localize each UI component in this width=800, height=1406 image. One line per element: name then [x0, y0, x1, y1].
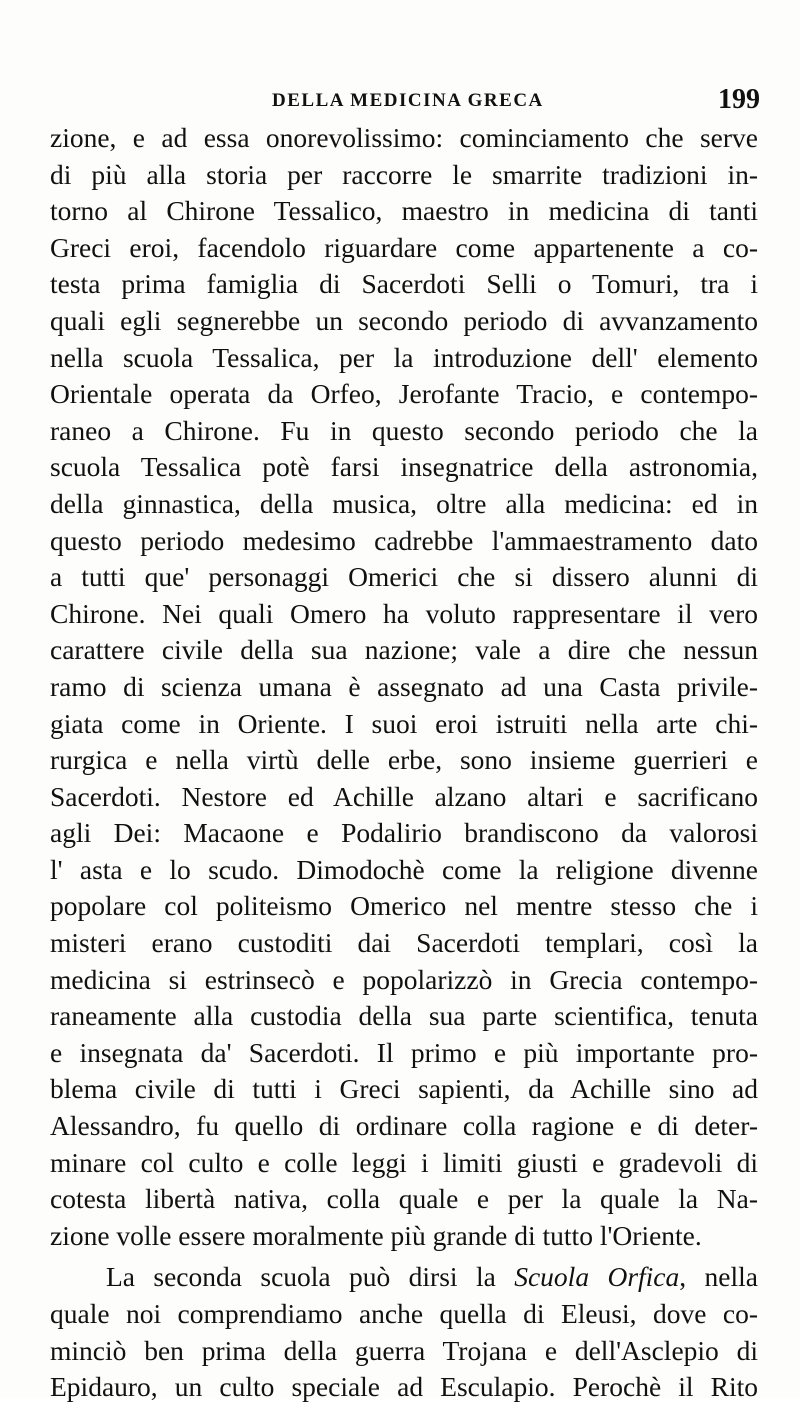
body-text — [50, 120, 758, 1406]
page-header — [0, 84, 800, 120]
paragraph-1 — [50, 120, 758, 1254]
italic-term: Scuola Orfica — [514, 1261, 680, 1293]
text-line: Greci eroi, facendolo riguardare come appartenente a co- — [50, 231, 758, 263]
paragraph-2 — [50, 1259, 758, 1405]
text-line: di più alla storia per raccorre le smarrite tradizioni in- — [50, 158, 758, 190]
text-line: Alessandro, fu quello di ordinare colla ragione e di deter- — [50, 1110, 758, 1142]
text-line: cotesta libertà nativa, colla quale e per la quale la Na- — [50, 1183, 758, 1215]
text-line: testa prima famiglia di Sacerdoti Selli o Tomuri, tra i — [50, 268, 758, 300]
text-line: rurgica e nella virtù delle erbe, sono insieme guerrieri e — [50, 744, 758, 776]
text-line: medicina si estrinsecò e popolarizzò in Grecia contempo- — [50, 963, 758, 995]
text-line: blema civile di tutti i Greci sapienti, da Achille sino ad — [50, 1073, 758, 1105]
text-line: zione, e ad essa onorevolissimo: cominciamento che serve — [50, 122, 758, 153]
text-line: torno al Chirone Tessalico, maestro in medicina di tanti — [50, 195, 758, 227]
text-line: Sacerdoti. Nestore ed Achille alzano altari e sacrificano — [50, 780, 758, 812]
text-line: giata come in Oriente. I suoi eroi istruiti nella arte chi- — [50, 707, 758, 739]
text-line: scuola Tessalica potè farsi insegnatrice della astronomia, — [50, 451, 758, 483]
text-line: agli Dei: Macaone e Podalirio brandiscono da valorosi — [50, 817, 758, 849]
text-line: della ginnastica, della musica, oltre alla medicina: ed in — [50, 487, 758, 519]
text-line: l' asta e lo scudo. Dimodochè come la religione divenne — [50, 853, 758, 885]
page-number: 199 — [718, 84, 760, 115]
text-line: misteri erano custoditi dai Sacerdoti templari, così la — [50, 927, 758, 959]
running-head: DELLA MEDICINA GRECA — [272, 90, 544, 111]
text-line: minare col culto e colle leggi i limiti giusti e gradevoli di — [50, 1146, 758, 1178]
text-line: e insegnata da' Sacerdoti. Il primo e più importante pro- — [50, 1036, 758, 1068]
text-line: quali egli segnerebbe un secondo periodo di avvanzamento — [50, 304, 758, 336]
text-line: Chirone. Nei quali Omero ha voluto rappresentare il vero — [50, 597, 758, 629]
text-line: Orientale operata da Orfeo, Jerofante Tracio, e contempo- — [50, 378, 758, 410]
text-line: quale noi comprendiamo anche quella di Eleusi, dove co- — [50, 1298, 758, 1329]
text-line: questo periodo medesimo cadrebbe l'ammaestramento dato — [50, 524, 758, 556]
text-line: nella scuola Tessalica, per la introduzione dell' elemento — [50, 341, 758, 373]
text-line: Epidauro, un culto speciale ad Esculapio. Perochè il Rito — [50, 1371, 758, 1403]
text-line: La seconda scuola può dirsi la Scuola Orfica, nella — [106, 1261, 758, 1293]
text-line: popolare col politeismo Omerico nel mentre stesso che i — [50, 890, 758, 922]
text-line: raneo a Chirone. Fu in questo secondo periodo che la — [50, 414, 758, 446]
text-line: raneamente alla custodia della sua parte scientifica, tenuta — [50, 1000, 758, 1032]
text-line: carattere civile della sua nazione; vale a dire che nessun — [50, 634, 758, 666]
text-line: zione volle essere moralmente più grande di tutto l'Oriente. — [50, 1219, 702, 1251]
text-line: a tutti que' personaggi Omerici che si dissero alunni di — [50, 561, 758, 593]
text-line: ramo di scienza umana è assegnato ad una Casta privile- — [50, 670, 758, 702]
text-line: minciò ben prima della guerra Trojana e dell'Asclepio di — [50, 1334, 758, 1366]
